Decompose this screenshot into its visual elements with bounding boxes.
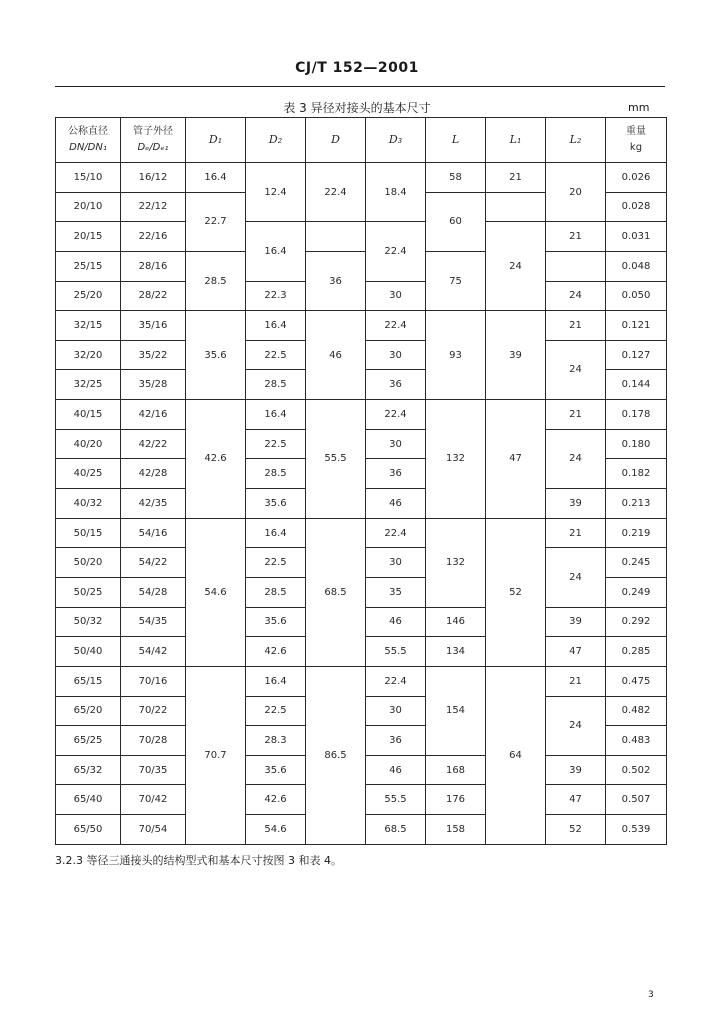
cell-l2: 21 bbox=[546, 311, 606, 341]
table-row bbox=[56, 518, 667, 548]
cell-dn: 32/25 bbox=[56, 370, 121, 400]
cell-dn: 40/20 bbox=[56, 429, 121, 459]
cell-wt: 0.213 bbox=[606, 489, 667, 519]
cell-d1: 22.7 bbox=[186, 192, 246, 251]
cell-l: 158 bbox=[426, 815, 486, 845]
cell-l2: 21 bbox=[546, 518, 606, 548]
cell-wt: 0.178 bbox=[606, 400, 667, 430]
cell-dn: 15/10 bbox=[56, 163, 121, 193]
col-header-d3: D₃ bbox=[366, 118, 426, 163]
cell-d3: 18.4 bbox=[366, 163, 426, 222]
cell-d: 68.5 bbox=[306, 518, 366, 666]
cell-od: 54/16 bbox=[121, 518, 186, 548]
col-header-dn: 公称直径 DN/DN₁ bbox=[56, 118, 121, 163]
cell-dn: 65/20 bbox=[56, 696, 121, 726]
header-rule bbox=[55, 86, 665, 87]
cell-l: 154 bbox=[426, 666, 486, 755]
cell-l2: 24 bbox=[546, 696, 606, 755]
cell-wt: 0.292 bbox=[606, 607, 667, 637]
cell-wt: 0.502 bbox=[606, 755, 667, 785]
cell-l2: 47 bbox=[546, 785, 606, 815]
cell-od: 35/22 bbox=[121, 340, 186, 370]
cell-l2: 52 bbox=[546, 815, 606, 845]
cell-dn: 20/10 bbox=[56, 192, 121, 222]
cell-dn: 40/15 bbox=[56, 400, 121, 430]
cell-l: 132 bbox=[426, 518, 486, 607]
cell-d3: 68.5 bbox=[366, 815, 426, 845]
cell-l2: 39 bbox=[546, 489, 606, 519]
cell-d: 86.5 bbox=[306, 666, 366, 844]
cell-l: 75 bbox=[426, 251, 486, 310]
cell-l: 134 bbox=[426, 637, 486, 667]
cell-d3: 22.4 bbox=[366, 666, 426, 696]
col-header-d1: D₁ bbox=[186, 118, 246, 163]
col-header-od: 管子外径 Dₑ/Dₑ₁ bbox=[121, 118, 186, 163]
cell-wt: 0.180 bbox=[606, 429, 667, 459]
cell-wt: 0.182 bbox=[606, 459, 667, 489]
cell-od: 42/28 bbox=[121, 459, 186, 489]
cell-l1 bbox=[486, 192, 546, 222]
section-note: 3.2.3 等径三通接头的结构型式和基本尺寸按图 3 和表 4。 bbox=[55, 854, 342, 867]
cell-od: 54/42 bbox=[121, 637, 186, 667]
cell-dn: 20/15 bbox=[56, 222, 121, 252]
cell-d2: 16.4 bbox=[246, 311, 306, 341]
cell-od: 54/28 bbox=[121, 577, 186, 607]
cell-d3: 35 bbox=[366, 577, 426, 607]
cell-od: 16/12 bbox=[121, 163, 186, 193]
cell-od: 70/35 bbox=[121, 755, 186, 785]
table-header-row bbox=[56, 118, 667, 163]
table-row bbox=[56, 400, 667, 430]
cell-l: 93 bbox=[426, 311, 486, 400]
cell-d3: 30 bbox=[366, 696, 426, 726]
cell-d3: 22.4 bbox=[366, 222, 426, 281]
cell-dn: 25/15 bbox=[56, 251, 121, 281]
cell-wt: 0.028 bbox=[606, 192, 667, 222]
cell-dn: 65/50 bbox=[56, 815, 121, 845]
cell-wt: 0.285 bbox=[606, 637, 667, 667]
cell-l2: 21 bbox=[546, 222, 606, 252]
cell-l1: 64 bbox=[486, 666, 546, 844]
cell-l2 bbox=[546, 251, 606, 281]
cell-dn: 65/15 bbox=[56, 666, 121, 696]
cell-wt: 0.507 bbox=[606, 785, 667, 815]
cell-l2: 24 bbox=[546, 548, 606, 607]
col-header-l1: L₁ bbox=[486, 118, 546, 163]
cell-l2: 20 bbox=[546, 163, 606, 222]
cell-d3: 22.4 bbox=[366, 518, 426, 548]
cell-d2: 12.4 bbox=[246, 163, 306, 222]
cell-d1: 16.4 bbox=[186, 163, 246, 193]
cell-d3: 46 bbox=[366, 755, 426, 785]
cell-d: 22.4 bbox=[306, 163, 366, 222]
cell-od: 42/22 bbox=[121, 429, 186, 459]
cell-wt: 0.048 bbox=[606, 251, 667, 281]
table-row bbox=[56, 163, 667, 193]
cell-wt: 0.121 bbox=[606, 311, 667, 341]
cell-d1: 28.5 bbox=[186, 251, 246, 310]
cell-dn: 50/20 bbox=[56, 548, 121, 578]
cell-od: 54/22 bbox=[121, 548, 186, 578]
cell-wt: 0.026 bbox=[606, 163, 667, 193]
col-header-d2: D₂ bbox=[246, 118, 306, 163]
cell-d3: 30 bbox=[366, 340, 426, 370]
col-header-l2: L₂ bbox=[546, 118, 606, 163]
table-unit: mm bbox=[628, 101, 650, 114]
cell-dn: 40/32 bbox=[56, 489, 121, 519]
col-header-weight: 重量 kg bbox=[606, 118, 667, 163]
cell-od: 35/28 bbox=[121, 370, 186, 400]
cell-d1: 54.6 bbox=[186, 518, 246, 666]
cell-od: 54/35 bbox=[121, 607, 186, 637]
table-caption: 表 3 异径对接头的基本尺寸 bbox=[283, 101, 431, 115]
cell-d2: 16.4 bbox=[246, 222, 306, 281]
cell-d3: 30 bbox=[366, 429, 426, 459]
cell-d2: 28.5 bbox=[246, 370, 306, 400]
cell-od: 22/16 bbox=[121, 222, 186, 252]
cell-d: 55.5 bbox=[306, 400, 366, 519]
cell-od: 70/28 bbox=[121, 726, 186, 756]
cell-od: 35/16 bbox=[121, 311, 186, 341]
cell-dn: 65/32 bbox=[56, 755, 121, 785]
table-row bbox=[56, 311, 667, 341]
cell-dn: 40/25 bbox=[56, 459, 121, 489]
cell-d: 46 bbox=[306, 311, 366, 400]
table-row bbox=[56, 251, 667, 281]
cell-wt: 0.245 bbox=[606, 548, 667, 578]
cell-wt: 0.475 bbox=[606, 666, 667, 696]
cell-l2: 24 bbox=[546, 340, 606, 399]
cell-l: 176 bbox=[426, 785, 486, 815]
cell-dn: 32/15 bbox=[56, 311, 121, 341]
cell-d2: 22.5 bbox=[246, 696, 306, 726]
cell-wt: 0.483 bbox=[606, 726, 667, 756]
cell-d3: 36 bbox=[366, 726, 426, 756]
cell-od: 70/54 bbox=[121, 815, 186, 845]
cell-wt: 0.144 bbox=[606, 370, 667, 400]
cell-l2: 21 bbox=[546, 400, 606, 430]
cell-l: 58 bbox=[426, 163, 486, 193]
cell-dn: 65/40 bbox=[56, 785, 121, 815]
col-header-l: L bbox=[426, 118, 486, 163]
col-header-d: D bbox=[306, 118, 366, 163]
cell-dn: 50/15 bbox=[56, 518, 121, 548]
cell-dn: 50/32 bbox=[56, 607, 121, 637]
cell-d2: 22.3 bbox=[246, 281, 306, 311]
cell-d2: 28.5 bbox=[246, 577, 306, 607]
cell-l1: 24 bbox=[486, 222, 546, 311]
cell-od: 22/12 bbox=[121, 192, 186, 222]
cell-l: 168 bbox=[426, 755, 486, 785]
cell-od: 70/22 bbox=[121, 696, 186, 726]
cell-l1: 52 bbox=[486, 518, 546, 666]
table-row bbox=[56, 222, 667, 252]
cell-od: 70/42 bbox=[121, 785, 186, 815]
cell-d2: 22.5 bbox=[246, 429, 306, 459]
cell-d2: 54.6 bbox=[246, 815, 306, 845]
cell-d2: 42.6 bbox=[246, 637, 306, 667]
cell-d2: 35.6 bbox=[246, 489, 306, 519]
cell-d2: 28.5 bbox=[246, 459, 306, 489]
cell-l: 146 bbox=[426, 607, 486, 637]
cell-d3: 22.4 bbox=[366, 311, 426, 341]
cell-wt: 0.539 bbox=[606, 815, 667, 845]
cell-l2: 24 bbox=[546, 281, 606, 311]
cell-d3: 36 bbox=[366, 459, 426, 489]
cell-od: 42/35 bbox=[121, 489, 186, 519]
cell-d2: 28.3 bbox=[246, 726, 306, 756]
cell-d2: 16.4 bbox=[246, 400, 306, 430]
cell-d3: 46 bbox=[366, 607, 426, 637]
cell-d3: 30 bbox=[366, 548, 426, 578]
cell-l2: 24 bbox=[546, 429, 606, 488]
cell-wt: 0.031 bbox=[606, 222, 667, 252]
cell-dn: 32/20 bbox=[56, 340, 121, 370]
dimension-table bbox=[55, 117, 667, 845]
cell-dn: 25/20 bbox=[56, 281, 121, 311]
cell-d2: 16.4 bbox=[246, 666, 306, 696]
cell-l1: 47 bbox=[486, 400, 546, 519]
cell-wt: 0.219 bbox=[606, 518, 667, 548]
cell-od: 42/16 bbox=[121, 400, 186, 430]
cell-d1: 35.6 bbox=[186, 311, 246, 400]
cell-od: 70/16 bbox=[121, 666, 186, 696]
cell-l2: 21 bbox=[546, 666, 606, 696]
page-number: 3 bbox=[648, 990, 654, 1000]
cell-l1: 21 bbox=[486, 163, 546, 193]
cell-od: 28/16 bbox=[121, 251, 186, 281]
cell-d2: 22.5 bbox=[246, 340, 306, 370]
cell-dn: 50/25 bbox=[56, 577, 121, 607]
cell-d2: 22.5 bbox=[246, 548, 306, 578]
cell-d3: 55.5 bbox=[366, 637, 426, 667]
standard-code: CJ/T 152—2001 bbox=[295, 60, 419, 76]
cell-d1: 42.6 bbox=[186, 400, 246, 519]
cell-d3: 36 bbox=[366, 370, 426, 400]
cell-d2: 42.6 bbox=[246, 785, 306, 815]
cell-d2: 35.6 bbox=[246, 607, 306, 637]
cell-l1: 39 bbox=[486, 311, 546, 400]
cell-dn: 65/25 bbox=[56, 726, 121, 756]
cell-od: 28/22 bbox=[121, 281, 186, 311]
cell-l2: 39 bbox=[546, 755, 606, 785]
cell-l2: 39 bbox=[546, 607, 606, 637]
cell-d: 36 bbox=[306, 251, 366, 310]
cell-wt: 0.127 bbox=[606, 340, 667, 370]
cell-d3: 30 bbox=[366, 281, 426, 311]
cell-wt: 0.249 bbox=[606, 577, 667, 607]
cell-d1: 70.7 bbox=[186, 666, 246, 844]
cell-d2: 16.4 bbox=[246, 518, 306, 548]
cell-d bbox=[306, 222, 366, 252]
cell-d3: 46 bbox=[366, 489, 426, 519]
cell-d2: 35.6 bbox=[246, 755, 306, 785]
cell-wt: 0.482 bbox=[606, 696, 667, 726]
cell-d3: 22.4 bbox=[366, 400, 426, 430]
cell-l2: 47 bbox=[546, 637, 606, 667]
cell-d3: 55.5 bbox=[366, 785, 426, 815]
cell-dn: 50/40 bbox=[56, 637, 121, 667]
cell-wt: 0.050 bbox=[606, 281, 667, 311]
cell-l: 132 bbox=[426, 400, 486, 519]
table-row bbox=[56, 666, 667, 696]
cell-l: 60 bbox=[426, 192, 486, 251]
